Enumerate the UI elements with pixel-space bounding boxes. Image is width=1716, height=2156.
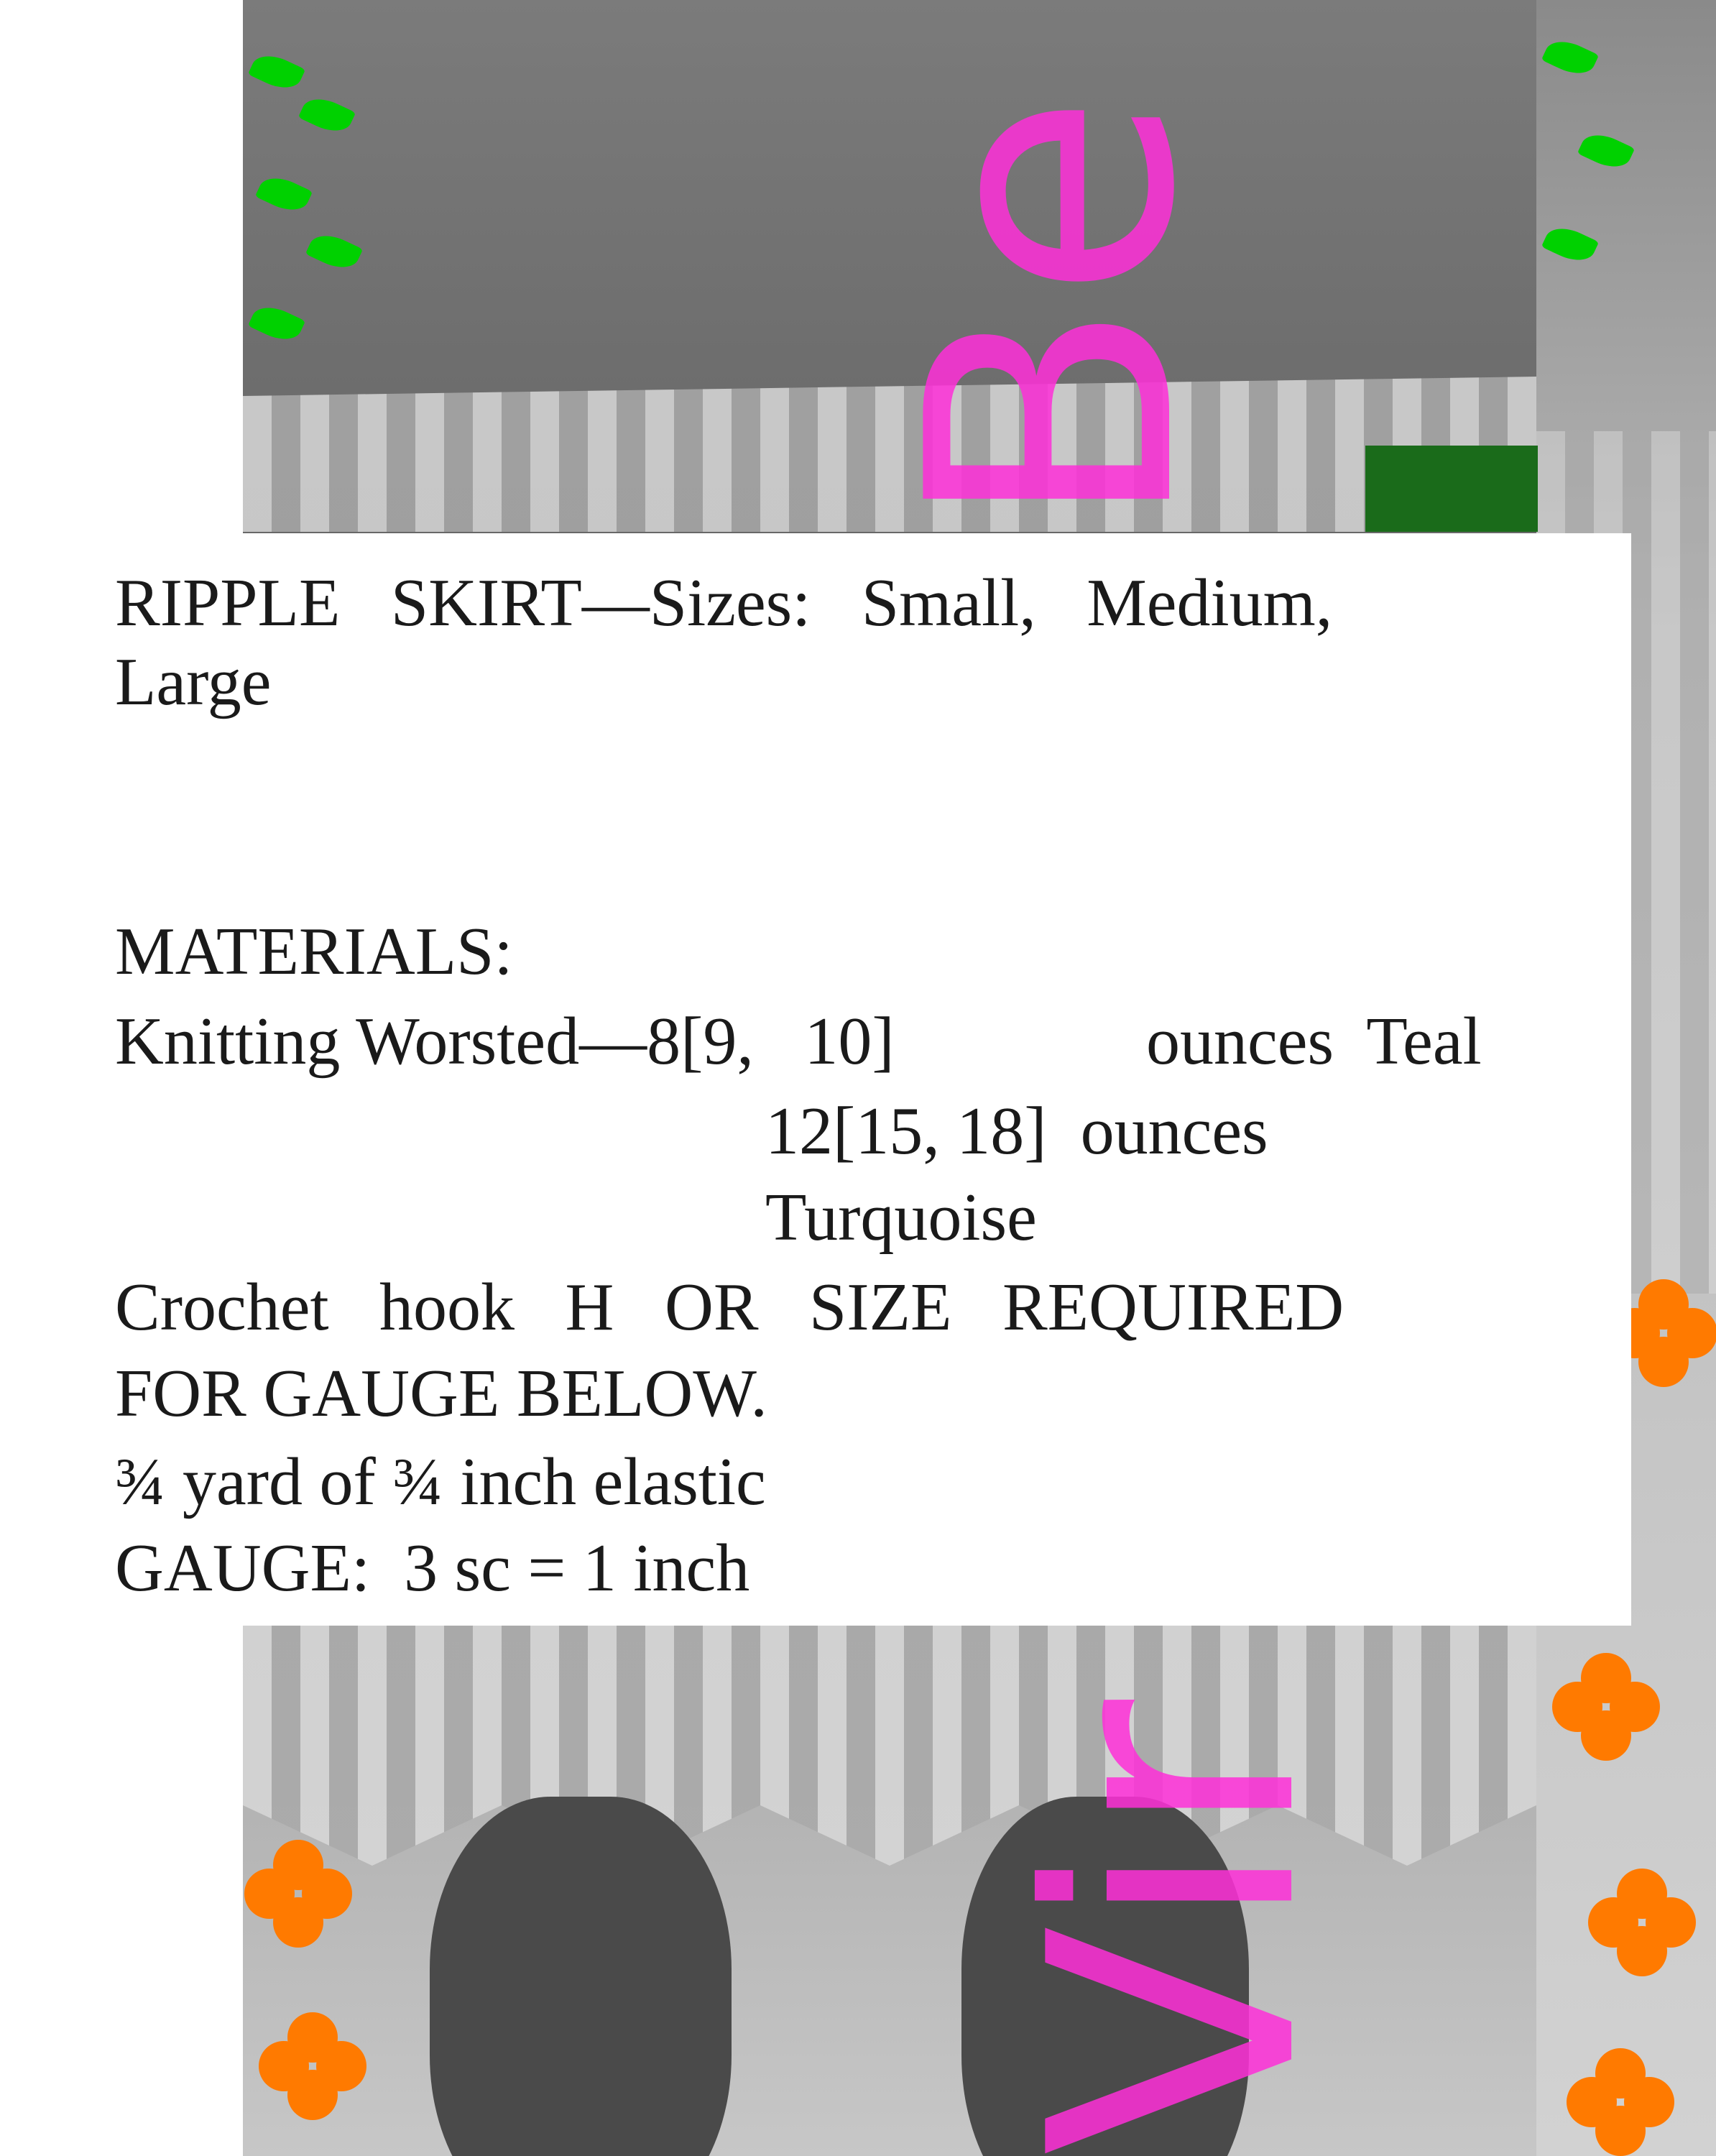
watermark-top: Be — [856, 92, 1249, 532]
flower-decoration — [1588, 1869, 1696, 1976]
hook-line-1: Crochet hook H OR SIZE REQUIRED — [115, 1270, 1344, 1345]
pattern-title: RIPPLE SKIRT—Sizes: Small, Medium, — [115, 566, 1333, 640]
left-leg — [430, 1797, 732, 2156]
green-accent-block — [1365, 446, 1538, 532]
yarn-line-3: Turquoise — [765, 1180, 1037, 1255]
pattern-title-continued: Large — [115, 645, 272, 719]
yarn-line-1-color: ounces Teal — [1146, 1004, 1482, 1079]
flower-decoration — [244, 1840, 352, 1948]
hook-line-2: FOR GAUGE BELOW. — [115, 1356, 767, 1431]
flower-decoration — [1567, 2048, 1674, 2156]
elastic-line: ¾ yard of ¾ inch elastic — [115, 1445, 766, 1519]
yarn-line-2: 12[15, 18] ounces — [765, 1094, 1268, 1169]
flower-decoration — [259, 2012, 366, 2120]
materials-heading: MATERIALS: — [115, 914, 513, 989]
gauge-line: GAUGE: 3 sc = 1 inch — [115, 1531, 750, 1606]
watermark-bottom: Vir — [978, 1699, 1371, 2156]
flower-decoration — [1552, 1653, 1660, 1761]
yarn-line-1: Knitting Worsted—8[9, 10] — [115, 1004, 895, 1079]
pattern-text-panel — [0, 533, 1631, 1626]
